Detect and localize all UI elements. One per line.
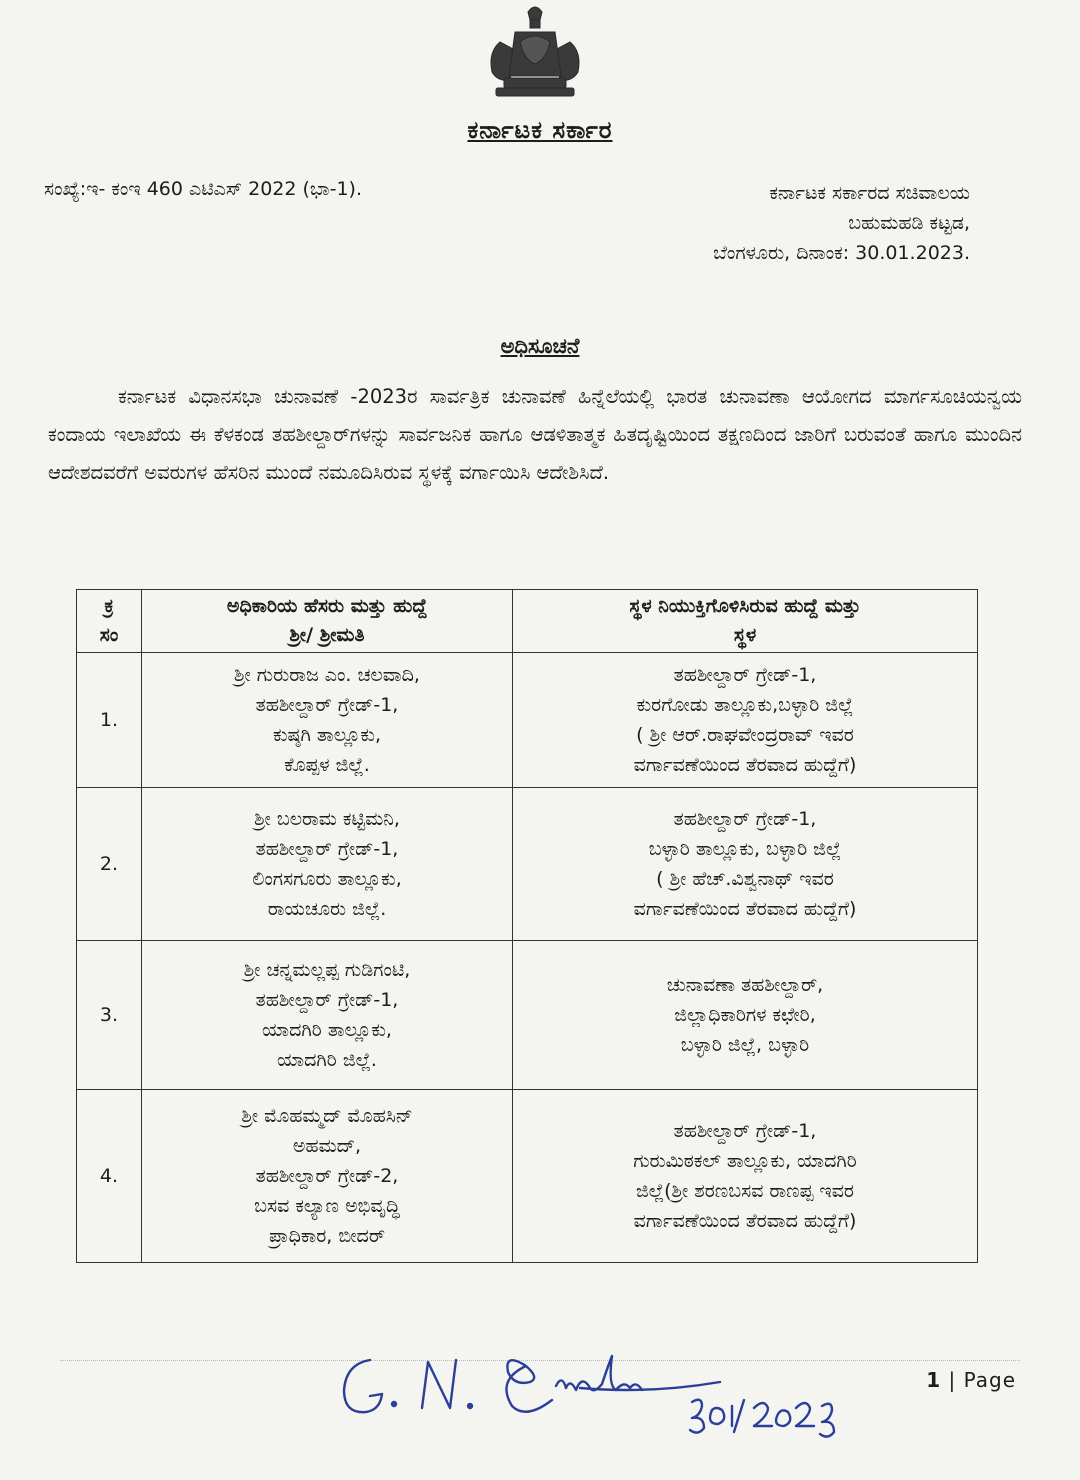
row-serial: 1.: [77, 653, 142, 788]
row-officer: ಶ್ರೀ ಚನ್ನಮಲ್ಲಪ್ಪ ಗುಡಿಗಂಟಿ, ತಹಶೀಲ್ದಾರ್ ಗ್ರೇಡ್-1, ಯಾದಗಿರಿ ತಾಲ್ಲೂಕು, ಯಾದಗಿರಿ ಜಿಲ್ಲೆ.: [142, 941, 513, 1090]
government-title: ಕರ್ನಾಟಕ ಸರ್ಕಾರ: [467, 116, 613, 144]
table-row: [77, 1090, 978, 1263]
row-officer: ಶ್ರೀ ಬಲರಾಮ ಕಟ್ಟಿಮನಿ, ತಹಶೀಲ್ದಾರ್ ಗ್ರೇಡ್-1, ಲಿಂಗಸಗೂರು ತಾಲ್ಲೂಕು, ರಾಯಚೂರು ಜಿಲ್ಲೆ.: [142, 788, 513, 941]
table-header-row: [77, 590, 978, 653]
office-date-line: ಬೆಂಗಳೂರು, ದಿನಾಂಕ: 30.01.2023.: [713, 242, 970, 264]
header-officer: ಅಧಿಕಾರಿಯ ಹೆಸರು ಮತ್ತು ಹುದ್ದೆ ಶ್ರೀ/ ಶ್ರೀಮತಿ: [142, 590, 513, 653]
row-serial: 4.: [77, 1090, 142, 1263]
office-line: ಬಹುಮಹಡಿ ಕಟ್ಟಡ,: [848, 212, 970, 234]
row-serial: 2.: [77, 788, 142, 941]
page-number-label: Page: [963, 1368, 1016, 1392]
row-posting: ತಹಶೀಲ್ದಾರ್ ಗ್ರೇಡ್-1, ಗುರುಮಿಠಕಲ್ ತಾಲ್ಲೂಕು, ಯಾದಗಿರಿ ಜಿಲ್ಲೆ(ಶ್ರೀ ಶರಣಬಸವ ರಾಣಪ್ಪ ಇವರ ವರ್ಗಾವಣೆಯಿಂದ ತೆರವಾದ ಹುದ್ದೆಗೆ): [513, 1090, 978, 1263]
page-number: [926, 1368, 1016, 1392]
office-address: [713, 178, 970, 268]
row-officer: ಶ್ರೀ ಮೊಹಮ್ಮದ್ ಮೊಹಸಿನ್ ಅಹಮದ್, ತಹಶೀಲ್ದಾರ್ ಗ್ರೇಡ್-2, ಬಸವ ಕಲ್ಯಾಣ ಅಭಿವೃದ್ಧಿ ಪ್ರಾಧಿಕಾರ, ಬೀದರ್: [142, 1090, 513, 1263]
header-serial: ಕ್ರ ಸಂ: [77, 590, 142, 653]
reference-number: ಸಂಖ್ಯೆ:ಇ- ಕಂಇ 460 ಎಟಿಎಸ್ 2022 (ಭಾ-1).: [44, 178, 363, 200]
notification-body: ಕರ್ನಾಟಕ ವಿಧಾನಸಭಾ ಚುನಾವಣೆ -2023ರ ಸಾರ್ವತ್ರಿಕ ಚುನಾವಣೆ ಹಿನ್ನೆಲೆಯಲ್ಲಿ ಭಾರತ ಚುನಾವಣಾ ಆಯೋಗದ ಮಾರ್ಗಸೂಚಿಯನ್ವಯ ಕಂದಾಯ ಇಲಾಖೆಯ ಈ ಕೆಳಕಂಡ ತಹಶೀಲ್ದಾರ್‌ಗಳನ್ನು ಸಾರ್ವಜನಿಕ ಹಾಗೂ ಆಡಳಿತಾತ್ಮಕ ಹಿತದೃಷ್ಟಿಯಿಂದ ತಕ್ಷಣದಿಂದ ಜಾರಿಗೆ ಬರುವಂತೆ ಹಾಗೂ ಮುಂದಿನ ಆದೇಶದವರೆಗೆ ಅವರುಗಳ ಹೆಸರಿನ ಮುಂದೆ ನಮೂದಿಸಿರುವ ಸ್ಥಳಕ್ಕೆ ವರ್ಗಾಯಿಸಿ ಆದೇಶಿಸಿದೆ.: [48, 385, 1022, 484]
table-row: [77, 788, 978, 941]
handwritten-signature: [330, 1330, 850, 1440]
office-line: ಕರ್ನಾಟಕ ಸರ್ಕಾರದ ಸಚಿವಾಲಯ: [769, 182, 970, 204]
row-posting: ಚುನಾವಣಾ ತಹಶೀಲ್ದಾರ್, ಜಿಲ್ಲಾಧಿಕಾರಿಗಳ ಕಛೇರಿ, ಬಳ್ಳಾರಿ ಜಿಲ್ಲೆ, ಬಳ್ಳಾರಿ: [513, 941, 978, 1090]
table-row: [77, 653, 978, 788]
table-row: [77, 941, 978, 1090]
notification-heading: ಅಧಿಸೂಚನೆ: [500, 334, 580, 358]
state-emblem-icon: [470, 2, 600, 102]
page-number-separator: |: [941, 1368, 964, 1392]
row-serial: 3.: [77, 941, 142, 1090]
row-officer: ಶ್ರೀ ಗುರುರಾಜ ಎಂ. ಚಲವಾದಿ, ತಹಶೀಲ್ದಾರ್ ಗ್ರೇಡ್-1, ಕುಷ್ಠಗಿ ತಾಲ್ಲೂಕು, ಕೊಪ್ಪಳ ಜಿಲ್ಲೆ.: [142, 653, 513, 788]
transfer-table: [76, 589, 978, 1263]
row-posting: ತಹಶೀಲ್ದಾರ್ ಗ್ರೇಡ್-1, ಬಳ್ಳಾರಿ ತಾಲ್ಲೂಕು, ಬಳ್ಳಾರಿ ಜಿಲ್ಲೆ ( ಶ್ರೀ ಹೆಚ್.ವಿಶ್ವನಾಥ್ ಇವರ ವರ್ಗಾವಣೆಯಿಂದ ತೆರವಾದ ಹುದ್ದೆಗೆ): [513, 788, 978, 941]
page-number-value: 1: [926, 1368, 942, 1392]
row-posting: ತಹಶೀಲ್ದಾರ್ ಗ್ರೇಡ್-1, ಕುರಗೋಡು ತಾಲ್ಲೂಕು,ಬಳ್ಳಾರಿ ಜಿಲ್ಲೆ ( ಶ್ರೀ ಆರ್.ರಾಘವೇಂದ್ರರಾವ್ ಇವರ ವರ್ಗಾವಣೆಯಿಂದ ತೆರವಾದ ಹುದ್ದೆಗೆ): [513, 653, 978, 788]
header-posting: ಸ್ಥಳ ನಿಯುಕ್ತಿಗೊಳಿಸಿರುವ ಹುದ್ದೆ ಮತ್ತು ಸ್ಥಳ: [513, 590, 978, 653]
